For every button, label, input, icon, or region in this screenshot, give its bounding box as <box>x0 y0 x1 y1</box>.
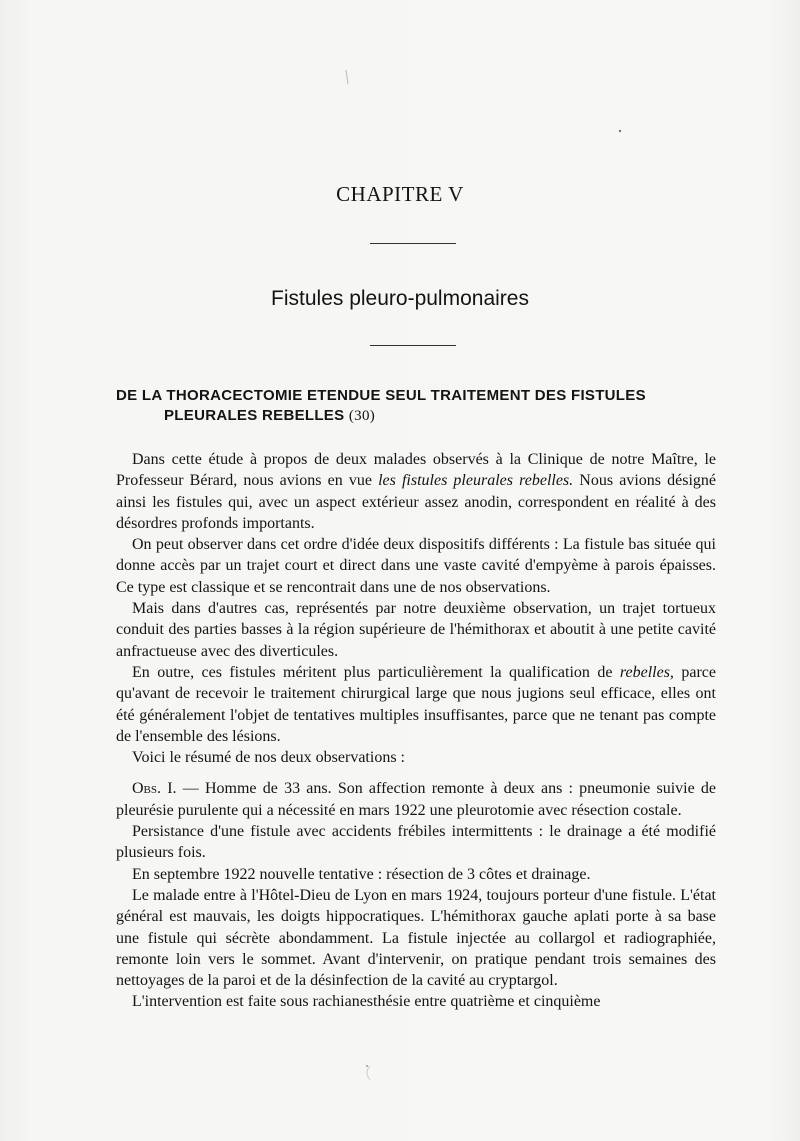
observation-paragraph <box>116 778 716 821</box>
chapter-divider-bottom <box>370 345 456 346</box>
paragraph-text: — Homme de 33 ans. Son affection remonte à deux ans : pneumonie suivie de pleurésie purulente qui a nécessité en mars 1922 une pleurotomie avec résection costale. <box>116 780 717 819</box>
observation-label: Obs. I. <box>132 780 177 798</box>
paragraph: On peut observer dans cet ordre d'idée deux dispositifs différents : La fistule bas située qui donne accès par un trajet court et direct dans une vaste cavité d'empyème à parois épaisses. Ce type est classique et se rencontrait dans une de nos observations. <box>116 536 716 596</box>
paragraph-italic: rebelles, <box>619 663 674 681</box>
paragraph <box>116 449 716 534</box>
paragraph-text: Dans cette étude à propos de deux malades observés à la Clinique de notre Maître, le Professeur Bérard, nous avions en vue <box>116 451 716 490</box>
chapter-subject: Fistules pleuro-pulmonaires <box>271 287 529 310</box>
paragraph-text: parce qu'avant de recevoir le traitement chirurgical large que nous jugions seul efficace, elles ont été généralement l'objet de tentatives multiples insuffisantes, parce que ne tenant pas compte de l'ensemble des lésions. <box>116 663 716 745</box>
section-title-line1: DE LA THORACECTOMIE ETENDUE SEUL TRAITEMENT DES FISTULES <box>116 387 646 404</box>
section-reference: (30) <box>348 408 376 424</box>
paragraph <box>116 662 716 747</box>
chapter-heading: CHAPITRE V <box>336 182 464 206</box>
paragraph-text: En outre, ces fistules méritent plus particulièrement la qualification de <box>132 663 620 681</box>
paragraph-text: Nous avions désigné ainsi les fistules qui, avec un aspect extérieur assez anodin, correspondent en réalité à des désordres profonds importants. <box>116 472 716 532</box>
paragraph: Le malade entre à l'Hôtel-Dieu de Lyon en mars 1924, toujours porteur d'une fistule. L'état général est mauvais, les doigts hippocratiques. L'hémithorax gauche aplati porte à sa base une fistule qui sécrète abondamment. La fistule injectée au collargol et radiographiée, remonte loin vers le sommet. Avant d'intervenir, on pratique pendant trois semaines des nettoyages de la paroi et de la désinfection de la cavité au cryptargol. <box>116 886 716 990</box>
paragraph-italic: les fistules pleurales rebelles. <box>378 472 574 490</box>
section-title <box>116 386 736 426</box>
section-title-line2-wrap <box>116 406 736 426</box>
paragraph: Mais dans d'autres cas, représentés par notre deuxième observation, un trajet tortueux conduit des parties basses à la région supérieure de l'hémithorax et aboutit à une petite cavité anfractueuse avec des diverticules. <box>116 600 716 660</box>
body-text <box>116 449 716 1013</box>
chapter-divider-top <box>370 243 456 244</box>
paragraph: L'intervention est faite sous rachianesthésie entre quatrième et cinquième <box>132 993 601 1011</box>
paragraph: En septembre 1922 nouvelle tentative : résection de 3 côtes et drainage. <box>132 865 591 883</box>
section-title-line2: PLEURALES REBELLES <box>164 407 345 424</box>
paragraph: Voici le résumé de nos deux observations : <box>132 749 405 767</box>
paragraph: Persistance d'une fistule avec accidents frébiles intermittents : le drainage a été modifié plusieurs fois. <box>116 823 716 862</box>
